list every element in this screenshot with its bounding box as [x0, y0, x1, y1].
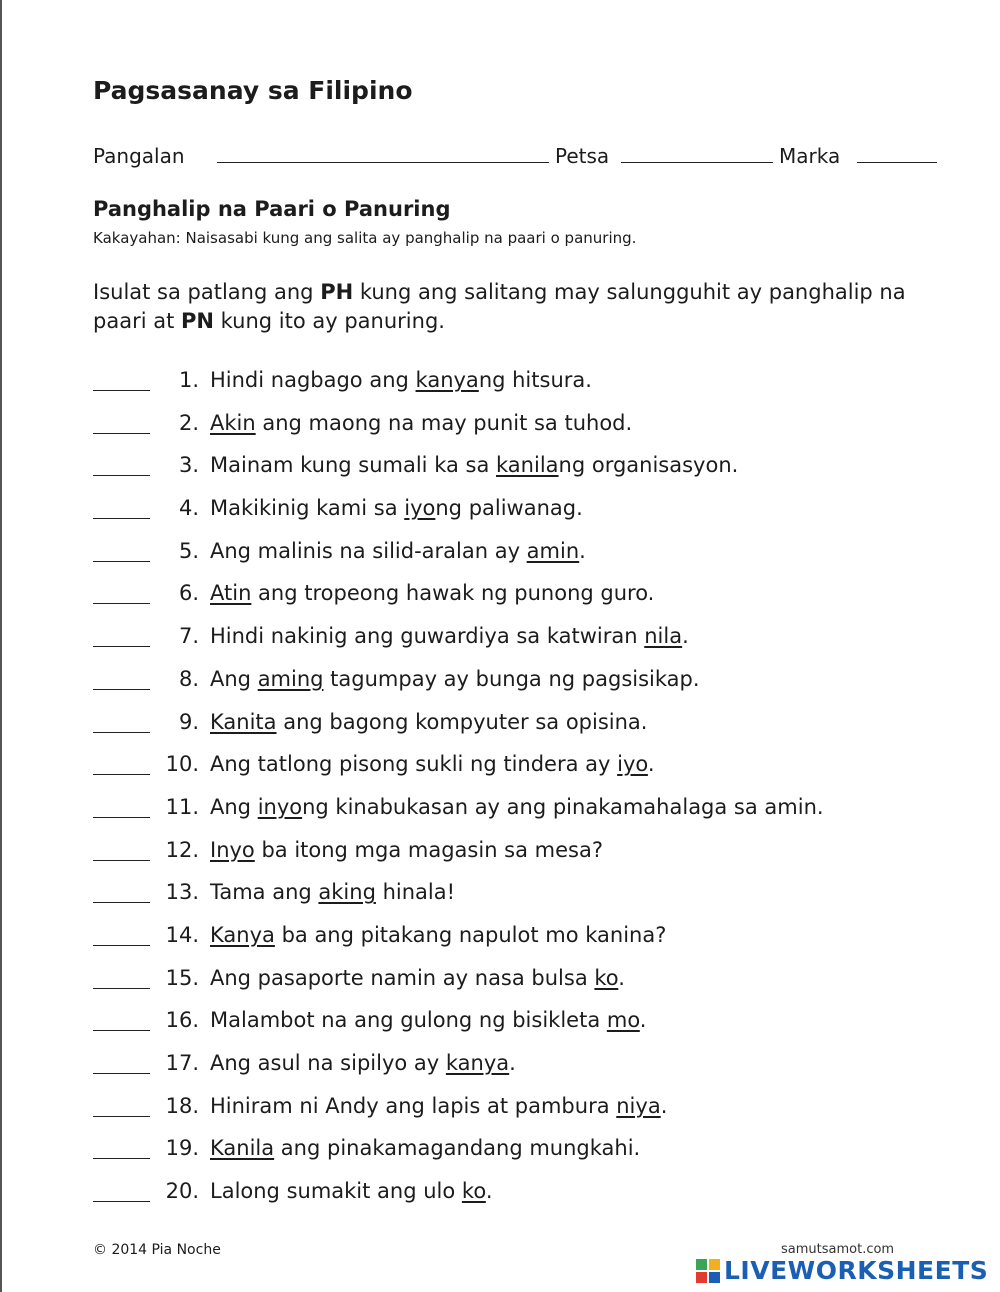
item-sentence: [210, 496, 583, 520]
underlined-word: Atin: [210, 581, 252, 606]
answer-blank[interactable]: [93, 988, 150, 989]
underlined-word: aking: [318, 880, 376, 905]
sentence-part: .: [660, 1093, 668, 1118]
grade-label: Marka: [779, 144, 841, 168]
item-number: 17.: [165, 1051, 199, 1075]
item-sentence: [210, 667, 700, 691]
item-sentence: [210, 581, 654, 605]
item-number: 16.: [165, 1008, 199, 1033]
underlined-word: iyo: [617, 752, 648, 777]
instructions-text: Isulat sa patlang ang: [93, 280, 321, 304]
list-item: [93, 663, 973, 706]
sentence-part: ba itong mga magasin sa mesa?: [254, 837, 603, 862]
answer-blank[interactable]: [93, 689, 150, 690]
list-item: [93, 748, 973, 791]
underlined-word: kanya: [445, 1051, 510, 1075]
list-item: [93, 535, 973, 578]
item-number: 8.: [178, 666, 199, 691]
underlined-word: aming: [257, 666, 324, 691]
item-sentence: [210, 838, 603, 862]
underlined-word: Kanila: [210, 1136, 275, 1161]
info-row: [93, 140, 943, 172]
item-number: 1.: [178, 368, 199, 392]
answer-blank[interactable]: [93, 646, 150, 647]
grade-field[interactable]: [857, 162, 937, 163]
sentence-part: Malambot na ang gulong ng bisikleta: [210, 1008, 607, 1033]
item-sentence: [210, 795, 824, 819]
list-item: [93, 1090, 973, 1133]
sentence-part: ba ang pitakang napulot mo kanina?: [274, 922, 667, 947]
sentence-part: ng organisasyon.: [558, 453, 739, 478]
item-number: 14.: [165, 922, 199, 947]
item-sentence: [210, 1008, 646, 1032]
item-sentence: [210, 368, 592, 392]
underlined-word: Kanya: [210, 922, 275, 947]
item-sentence: [210, 1094, 667, 1118]
copyright: © 2014 Pia Noche: [93, 1242, 221, 1258]
list-item: [93, 620, 973, 663]
list-item: [93, 577, 973, 620]
underlined-word: ko: [461, 1179, 486, 1204]
sentence-part: ang tropeong hawak ng punong guro.: [251, 581, 655, 606]
sentence-part: Tama ang: [210, 880, 319, 905]
item-list: [93, 364, 973, 1218]
list-item: [93, 364, 973, 407]
site-url[interactable]: samutsamot.com: [781, 1242, 895, 1257]
answer-blank[interactable]: [93, 902, 150, 903]
date-field[interactable]: [621, 162, 773, 163]
name-label: Pangalan: [93, 144, 185, 168]
sentence-part: Ang: [210, 666, 258, 691]
underlined-word: kanila: [496, 453, 559, 478]
answer-blank[interactable]: [93, 774, 150, 775]
skill-statement: Kakayahan: Naisasabi kung ang salita ay panghalip na paari o panuring.: [93, 229, 637, 247]
instructions-text: kung ito ay panuring.: [213, 309, 445, 333]
item-number: 6.: [178, 581, 199, 606]
answer-blank[interactable]: [93, 518, 150, 519]
instructions-text: kung ang salitang may salungguhit ay panghalip na paari at: [93, 280, 906, 333]
liveworksheets-logo-icon: [696, 1259, 720, 1283]
underlined-word: inyo: [257, 794, 303, 819]
item-sentence: [210, 411, 632, 435]
answer-blank[interactable]: [93, 817, 150, 818]
item-sentence: [210, 710, 647, 734]
sentence-part: Hindi nakinig ang guwardiya sa katwiran: [210, 624, 645, 649]
answer-blank[interactable]: [93, 1158, 150, 1159]
underlined-word: iyo: [404, 496, 436, 521]
sentence-part: .: [579, 538, 586, 563]
list-item: [93, 1132, 973, 1175]
answer-blank[interactable]: [93, 945, 150, 946]
item-sentence: [210, 1136, 640, 1160]
sentence-part: ang bagong kompyuter sa opisina.: [276, 709, 648, 734]
worksheet-title: Pagsasanay sa Filipino: [93, 76, 413, 105]
list-item: [93, 1047, 973, 1090]
sentence-part: tagumpay ay bunga ng pagsisikap.: [323, 666, 700, 691]
sentence-part: ng hitsura.: [478, 368, 592, 392]
item-sentence: [210, 966, 625, 990]
sentence-part: ang maong na may punit sa tuhod.: [255, 410, 633, 435]
underlined-word: Kanita: [210, 709, 277, 734]
item-number: 18.: [165, 1093, 199, 1118]
section-title: Panghalip na Paari o Panuring: [93, 197, 451, 221]
code-pn: PN: [181, 309, 214, 333]
list-item: [93, 876, 973, 919]
list-item: [93, 919, 973, 962]
list-item: [93, 706, 973, 749]
answer-blank[interactable]: [93, 1030, 150, 1031]
sentence-part: Mainam kung sumali ka sa: [210, 453, 497, 478]
list-item: [93, 1175, 973, 1218]
item-sentence: [210, 1051, 516, 1075]
sentence-part: Hiniram ni Andy ang lapis at pambura: [210, 1093, 617, 1118]
sentence-part: .: [618, 965, 625, 990]
underlined-word: Akin: [210, 410, 256, 435]
item-number: 5.: [178, 538, 199, 563]
sentence-part: .: [647, 752, 655, 777]
answer-blank[interactable]: [93, 561, 150, 562]
answer-blank[interactable]: [93, 1073, 150, 1074]
list-item: [93, 962, 973, 1005]
sentence-part: Hindi nagbago ang: [210, 368, 416, 392]
liveworksheets-text: LIVEWORKSHEETS: [724, 1256, 989, 1285]
sentence-part: Lalong sumakit ang ulo: [210, 1179, 462, 1204]
code-ph: PH: [320, 280, 354, 304]
page-edge: [0, 0, 2, 1292]
answer-blank[interactable]: [93, 603, 150, 604]
underlined-word: nila: [644, 624, 683, 649]
date-label: Petsa: [555, 144, 610, 168]
answer-blank[interactable]: [93, 732, 150, 733]
item-sentence: [210, 752, 655, 776]
sentence-part: .: [485, 1179, 493, 1204]
sentence-part: .: [509, 1051, 516, 1075]
sentence-part: .: [639, 1008, 647, 1033]
underlined-word: amin: [526, 538, 580, 563]
item-number: 3.: [178, 453, 199, 478]
sentence-part: Ang: [210, 794, 258, 819]
sentence-part: Ang asul na sipilyo ay: [210, 1051, 446, 1075]
sentence-part: hinala!: [375, 880, 456, 905]
underlined-word: niya: [616, 1093, 661, 1118]
item-number: 4.: [178, 496, 199, 521]
sentence-part: ang pinakamagandang mungkahi.: [274, 1136, 641, 1161]
list-item: [93, 449, 973, 492]
item-sentence: [210, 539, 586, 563]
list-item: [93, 407, 973, 450]
underlined-word: kanya: [415, 368, 479, 392]
item-number: 19.: [165, 1136, 199, 1161]
sentence-part: Ang malinis na silid-aralan ay: [210, 538, 527, 563]
item-sentence: [210, 624, 689, 648]
underlined-word: ko: [594, 965, 619, 990]
instructions: [93, 278, 913, 336]
item-number: 2.: [178, 410, 199, 435]
answer-blank[interactable]: [93, 433, 150, 434]
sentence-part: .: [682, 624, 689, 649]
list-item: [93, 1004, 973, 1047]
item-number: 15.: [165, 965, 199, 990]
underlined-word: mo: [606, 1008, 640, 1033]
answer-blank[interactable]: [93, 1116, 150, 1117]
answer-blank[interactable]: [93, 390, 150, 391]
list-item: [93, 791, 973, 834]
sentence-part: Makikinig kami sa: [210, 496, 405, 521]
item-number: 12.: [165, 837, 199, 862]
list-item: [93, 834, 973, 877]
item-number: 10.: [165, 752, 199, 777]
item-sentence: [210, 880, 455, 904]
sentence-part: Ang tatlong pisong sukli ng tindera ay: [210, 752, 618, 777]
name-field[interactable]: [217, 162, 549, 163]
answer-blank[interactable]: [93, 475, 150, 476]
item-sentence: [210, 1179, 493, 1203]
item-number: 11.: [165, 794, 199, 819]
sentence-part: ng paliwanag.: [435, 496, 583, 521]
list-item: [93, 492, 973, 535]
sentence-part: ng kinabukasan ay ang pinakamahalaga sa amin.: [302, 794, 824, 819]
item-sentence: [210, 923, 666, 947]
item-number: 9.: [178, 709, 199, 734]
item-number: 7.: [178, 624, 199, 649]
answer-blank[interactable]: [93, 1201, 150, 1202]
item-sentence: [210, 453, 738, 477]
answer-blank[interactable]: [93, 860, 150, 861]
item-number: 20.: [165, 1179, 199, 1204]
sentence-part: Ang pasaporte namin ay nasa bulsa: [210, 965, 595, 990]
item-number: 13.: [165, 880, 199, 905]
underlined-word: Inyo: [210, 837, 255, 862]
